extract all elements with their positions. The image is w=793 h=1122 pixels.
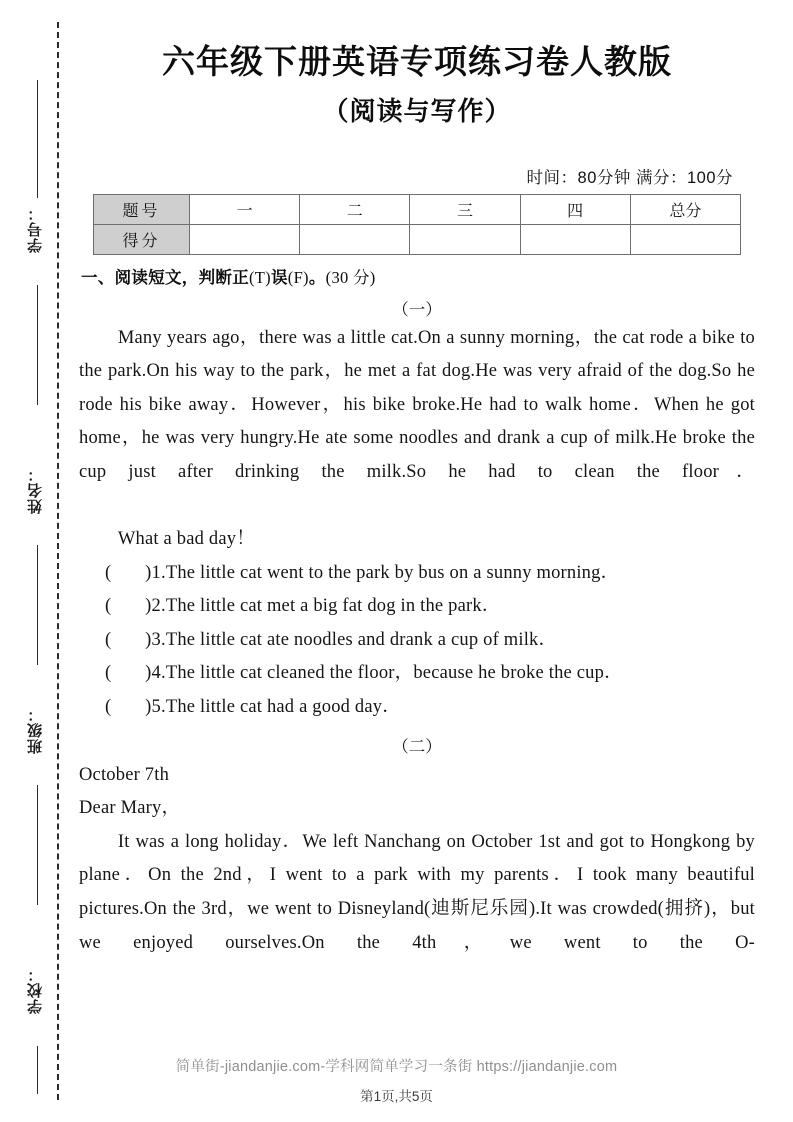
score-table-input-cell[interactable] — [190, 224, 300, 254]
score-table-column-header: 四 — [520, 194, 630, 224]
question-number: 1. — [151, 562, 166, 583]
answer-blank-open-paren: ( — [105, 663, 112, 684]
score-table-input-cell[interactable] — [300, 224, 410, 254]
question-text: The little cat went to the park by bus on a sunny morning． — [165, 562, 620, 583]
fold-dashed-line — [57, 22, 59, 1100]
score-table-column-header: 一 — [190, 194, 300, 224]
question-text: The little cat cleaned the floor，because he broke the cup． — [165, 663, 623, 684]
section-one-heading-score: (30 分) — [325, 267, 376, 287]
exam-meta-line: 时间：80分钟 满分：100分 — [526, 168, 733, 187]
footer-credit: 简单街-jiandanjie.com-学科网简单学习一条街 https://jiandanjie.com — [175, 1059, 618, 1075]
answer-blank-open-paren: ( — [105, 697, 112, 718]
true-false-question-list — [79, 557, 755, 725]
question-number: 5. — [151, 697, 166, 718]
page-content — [70, 0, 793, 1122]
true-false-question — [79, 691, 755, 725]
section-one-heading-cn: 一、阅读短文，判断正 — [81, 268, 249, 287]
score-table-column-header: 三 — [410, 194, 520, 224]
letter-body: It was a long holiday．We left Nanchang on October 1st and got to Hongkong by plane．On the 2nd，I went to a park with my parents．I took many beautiful pictures.On the 3rd，we went to Disneyland(迪斯尼乐园).It was crowded(拥挤)，but we enjoyed ourselves.On the 4th，we went to the O- — [79, 831, 755, 953]
question-text: The little cat met a big fat dog in the park． — [165, 596, 501, 617]
margin-label-2: 班级： — [27, 706, 44, 754]
score-table-head-cell: 得分 — [94, 224, 190, 254]
answer-blank-open-paren: ( — [105, 562, 112, 583]
part-two-label: （二） — [392, 736, 442, 756]
page-title: 六年级下册英语专项练习卷人教版 — [162, 43, 672, 80]
question-text: The little cat had a good day． — [165, 697, 401, 718]
margin-label-1: 姓名： — [27, 466, 44, 514]
score-table — [93, 194, 741, 255]
true-false-question — [79, 624, 755, 658]
margin-label-0: 学号： — [27, 205, 44, 253]
passage-one-paragraph: Many years ago，there was a little cat.On a sunny morning，the cat rode a bike to the park.On his way to the park，he met a fat dog.He was very afraid of the dog.So he rode his bike away．However，his bike broke.He had to walk home．When he got home，he was very hungry.He ate some noodles and drank a cup of milk.He broke the cup just after drinking the milk.So he had to clean the floor． — [79, 327, 755, 482]
question-number: 3. — [151, 629, 166, 650]
section-one-heading-f: (F) — [287, 267, 309, 287]
margin-rule-3 — [37, 785, 38, 905]
answer-blank-close-paren: ) — [145, 697, 152, 718]
section-one-heading-cn2: 误 — [270, 268, 288, 287]
answer-blank-close-paren: ) — [145, 596, 152, 617]
margin-label-3: 学校： — [27, 966, 44, 1014]
answer-blank-close-paren: ) — [145, 663, 152, 684]
question-number: 2. — [151, 596, 166, 617]
score-table-column-header: 总分 — [630, 194, 740, 224]
question-text: The little cat ate noodles and drank a cup of milk． — [165, 629, 558, 650]
left-margin-strip — [0, 0, 70, 1122]
score-table-head-cell: 题号 — [94, 194, 190, 224]
margin-rule-2 — [37, 545, 38, 665]
footer-page-number: 第1页,共5页 — [360, 1089, 433, 1104]
true-false-question — [79, 657, 755, 691]
true-false-question — [79, 590, 755, 624]
margin-rule-0 — [37, 80, 38, 198]
section-one-heading-t: (T) — [249, 267, 271, 287]
score-table-row — [94, 194, 741, 224]
true-false-question — [79, 557, 755, 591]
score-table-input-cell[interactable] — [630, 224, 740, 254]
score-table-input-cell[interactable] — [520, 224, 630, 254]
question-number: 4. — [151, 663, 166, 684]
score-table-input-cell[interactable] — [410, 224, 520, 254]
part-one-label: （一） — [392, 299, 442, 319]
section-one-heading-cn3: 。 — [308, 268, 326, 287]
answer-blank-open-paren: ( — [105, 629, 112, 650]
section-one-heading — [81, 264, 755, 288]
answer-blank-close-paren: ) — [145, 562, 152, 583]
page-subtitle: （阅读与写作） — [322, 95, 512, 126]
score-table-column-header: 二 — [300, 194, 410, 224]
margin-rule-1 — [37, 285, 38, 405]
answer-blank-close-paren: ) — [145, 629, 152, 650]
letter-date: October 7th — [79, 764, 170, 785]
score-table-row — [94, 224, 741, 254]
letter-salutation: Dear Mary， — [79, 798, 181, 819]
answer-blank-open-paren: ( — [105, 596, 112, 617]
page-footer — [0, 1055, 793, 1122]
passage-one-closing: What a bad day！ — [117, 529, 255, 550]
